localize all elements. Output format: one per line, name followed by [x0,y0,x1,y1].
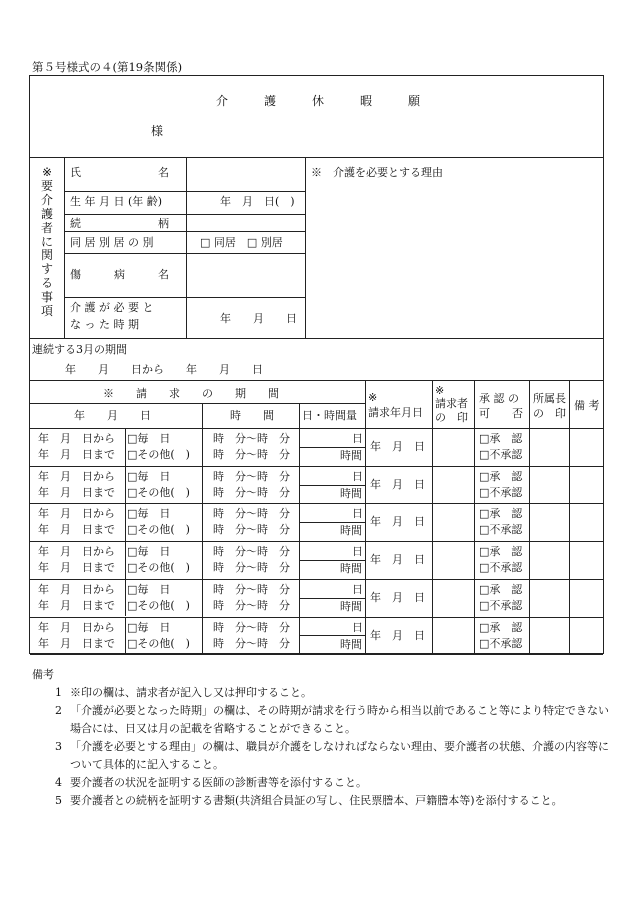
living-value: □ 同居 □ 別居 [200,236,283,249]
consecutive-period-value: 年 月 日から 年 月 日 [65,363,263,376]
row-separator [30,579,603,580]
request-date: 年 月 日 [370,477,425,491]
time-range-1: 時 分〜時 分 [213,620,290,634]
period-from: 年 月 日から [38,582,115,596]
day-hour-divider [299,635,365,636]
request-period-header: ※ 請 求 の 期 間 [103,387,279,400]
time-range-1: 時 分〜時 分 [213,545,290,559]
time-range-2: 時 分〜時 分 [213,448,290,461]
days-unit: 日 [352,469,363,483]
day-hour-divider [299,598,365,599]
vertical-heading-char: 要 [40,178,53,193]
note-number: 5 [55,794,62,808]
note-item [30,792,610,810]
date-divider [125,541,126,579]
hours-unit: 時間 [340,562,362,576]
time-range-2: 時 分〜時 分 [213,636,290,650]
row-separator [30,503,603,504]
every-day-checkbox: □毎 日 [127,432,171,445]
date-divider [125,617,126,655]
vertical-heading-char: 事 [40,290,53,305]
living-label: 同 居 別 居 の 別 [70,236,154,249]
date-divider [125,503,126,541]
illness-label: 傷 病 名 [70,268,169,281]
reject-checkbox: □不承認 [479,523,523,537]
period-to: 年 月 日まで [38,561,115,575]
request-date-mark: ※ [368,391,378,404]
vertical-heading-char: 関 [40,248,53,263]
row-separator [30,654,603,655]
time-range-2: 時 分〜時 分 [213,485,290,499]
col-approval-header-2: 可 否 [479,407,523,420]
every-day-checkbox: □毎 日 [127,545,171,559]
note-text: 「介護が必要となった時期」の欄は、その時期が請求を行う時から相当以前であること等により特定できない場合には、日又は月の記載を省略することができること。 [70,704,609,736]
time-range-2: 時 分〜時 分 [213,598,290,612]
row-separator [30,466,603,467]
period-from: 年 月 日から [38,469,115,483]
time-range-2: 時 分〜時 分 [213,523,290,537]
hours-unit: 時間 [340,637,362,651]
days-unit: 日 [352,432,363,445]
other-checkbox: □その他( ) [127,636,190,650]
time-range-1: 時 分〜時 分 [213,432,290,445]
leave-request-form [29,75,604,654]
reject-checkbox: □不承認 [479,561,523,575]
vertical-heading-char: に [40,234,53,249]
seal-mark: ※ [435,384,445,397]
note-text: 要介護者との続柄を証明する書類(共済組合員証の写し、住民票謄本、戸籍謄本等)を添付すること。 [70,794,563,808]
vertical-heading-char: 者 [40,220,53,235]
col-seal-header-2: の 印 [435,411,468,424]
hours-unit: 時間 [340,599,362,613]
hours-unit: 時間 [340,449,362,462]
approve-checkbox: □承 認 [479,469,523,483]
period-from: 年 月 日から [38,507,115,521]
other-checkbox: □その他( ) [127,598,190,612]
col-remarks-header: 備 考 [574,399,600,412]
reject-checkbox: □不承認 [479,485,523,499]
time-range-2: 時 分〜時 分 [213,561,290,575]
note-text: 「介護を必要とする理由」の欄は、職員が介護をしなければならない理由、要介護者の状態、介護の内容等について具体的に記入すること。 [70,740,609,772]
row-separator [30,617,603,618]
col-approval-header-1: 承 認 の [479,392,519,405]
date-divider [125,579,126,617]
note-text: ※印の欄は、請求者が記入し又は押印すること。 [70,686,312,700]
approve-checkbox: □承 認 [479,545,523,559]
other-checkbox: □その他( ) [127,561,190,575]
period-to: 年 月 日まで [38,636,115,650]
request-date: 年 月 日 [370,553,425,567]
day-hour-divider [299,560,365,561]
approve-checkbox: □承 認 [479,620,523,634]
note-item [30,684,610,702]
request-date: 年 月 日 [370,628,425,642]
note-number: 4 [55,776,62,790]
note-item [30,738,610,774]
every-day-checkbox: □毎 日 [127,582,171,596]
date-divider [125,428,126,466]
time-range-1: 時 分〜時 分 [213,507,290,521]
time-range-1: 時 分〜時 分 [213,582,290,596]
date-divider [125,466,126,504]
period-from: 年 月 日から [38,545,115,559]
name-label: 氏 名 [70,166,169,179]
note-number: 2 [55,704,62,718]
request-date: 年 月 日 [370,440,425,453]
approve-checkbox: □承 認 [479,582,523,596]
col-chief-header-2: の 印 [533,407,566,420]
need-time-label-2: な っ た 時 期 [70,318,139,331]
days-unit: 日 [352,620,363,634]
vertical-heading-char: る [40,276,53,291]
vertical-heading-char: す [40,262,53,277]
birth-label: 生 年 月 日 (年 齢) [70,195,163,208]
days-unit: 日 [352,545,363,559]
note-item [30,702,610,738]
approve-checkbox: □承 認 [479,507,523,521]
vertical-heading-char: 介 [40,192,53,207]
request-date: 年 月 日 [370,515,425,529]
notes-section [30,666,610,810]
other-checkbox: □その他( ) [127,448,190,461]
addressee-suffix: 様 [151,124,164,138]
vertical-heading-char: 項 [40,304,53,319]
every-day-checkbox: □毎 日 [127,507,171,521]
notes-heading: 備考 [32,668,54,681]
col-chief-header-1: 所属長 [533,392,566,405]
day-hour-divider [299,447,365,448]
col-time-header: 時 間 [230,409,274,422]
period-to: 年 月 日まで [38,598,115,612]
col-request-date-header: 請求年月日 [368,406,423,419]
care-reason-label: ※ 介護を必要とする理由 [311,166,443,179]
birth-value: 年 月 日( ) [220,195,295,208]
col-date-header: 年 月 日 [74,409,151,422]
row-separator [30,541,603,542]
period-to: 年 月 日まで [38,485,115,499]
period-from: 年 月 日から [38,432,115,445]
hours-unit: 時間 [340,486,362,500]
col-days-hours-header: 日・時間量 [302,409,357,422]
vertical-heading-char: 護 [40,206,53,221]
other-checkbox: □その他( ) [127,523,190,537]
form-label: 第５号様式の４(第19条関係) [32,60,183,74]
period-from: 年 月 日から [38,620,115,634]
relation-label: 続 柄 [70,217,169,230]
days-unit: 日 [352,507,363,521]
hours-unit: 時間 [340,524,362,538]
need-time-value: 年 月 日 [220,312,297,325]
vertical-heading-char: ※ [41,165,53,179]
need-time-label-1: 介 護 が 必 要 と [70,301,154,314]
every-day-checkbox: □毎 日 [127,620,171,634]
note-text: 要介護者の状況を証明する医師の診断書等を添付すること。 [70,776,367,790]
every-day-checkbox: □毎 日 [127,469,171,483]
reject-checkbox: □不承認 [479,636,523,650]
days-unit: 日 [352,582,363,596]
request-date: 年 月 日 [370,590,425,604]
col-seal-header-1: 請求者 [435,397,468,410]
consecutive-period-label: 連続する3月の期間 [32,343,127,356]
note-number: 3 [55,740,62,754]
form-title: 介 護 休 暇 願 [216,94,421,108]
reject-checkbox: □不承認 [479,448,523,461]
note-item [30,774,610,792]
day-hour-divider [299,485,365,486]
time-range-1: 時 分〜時 分 [213,469,290,483]
approve-checkbox: □承 認 [479,432,523,445]
period-to: 年 月 日まで [38,448,115,461]
note-number: 1 [55,686,62,700]
other-checkbox: □その他( ) [127,485,190,499]
reject-checkbox: □不承認 [479,598,523,612]
period-to: 年 月 日まで [38,523,115,537]
